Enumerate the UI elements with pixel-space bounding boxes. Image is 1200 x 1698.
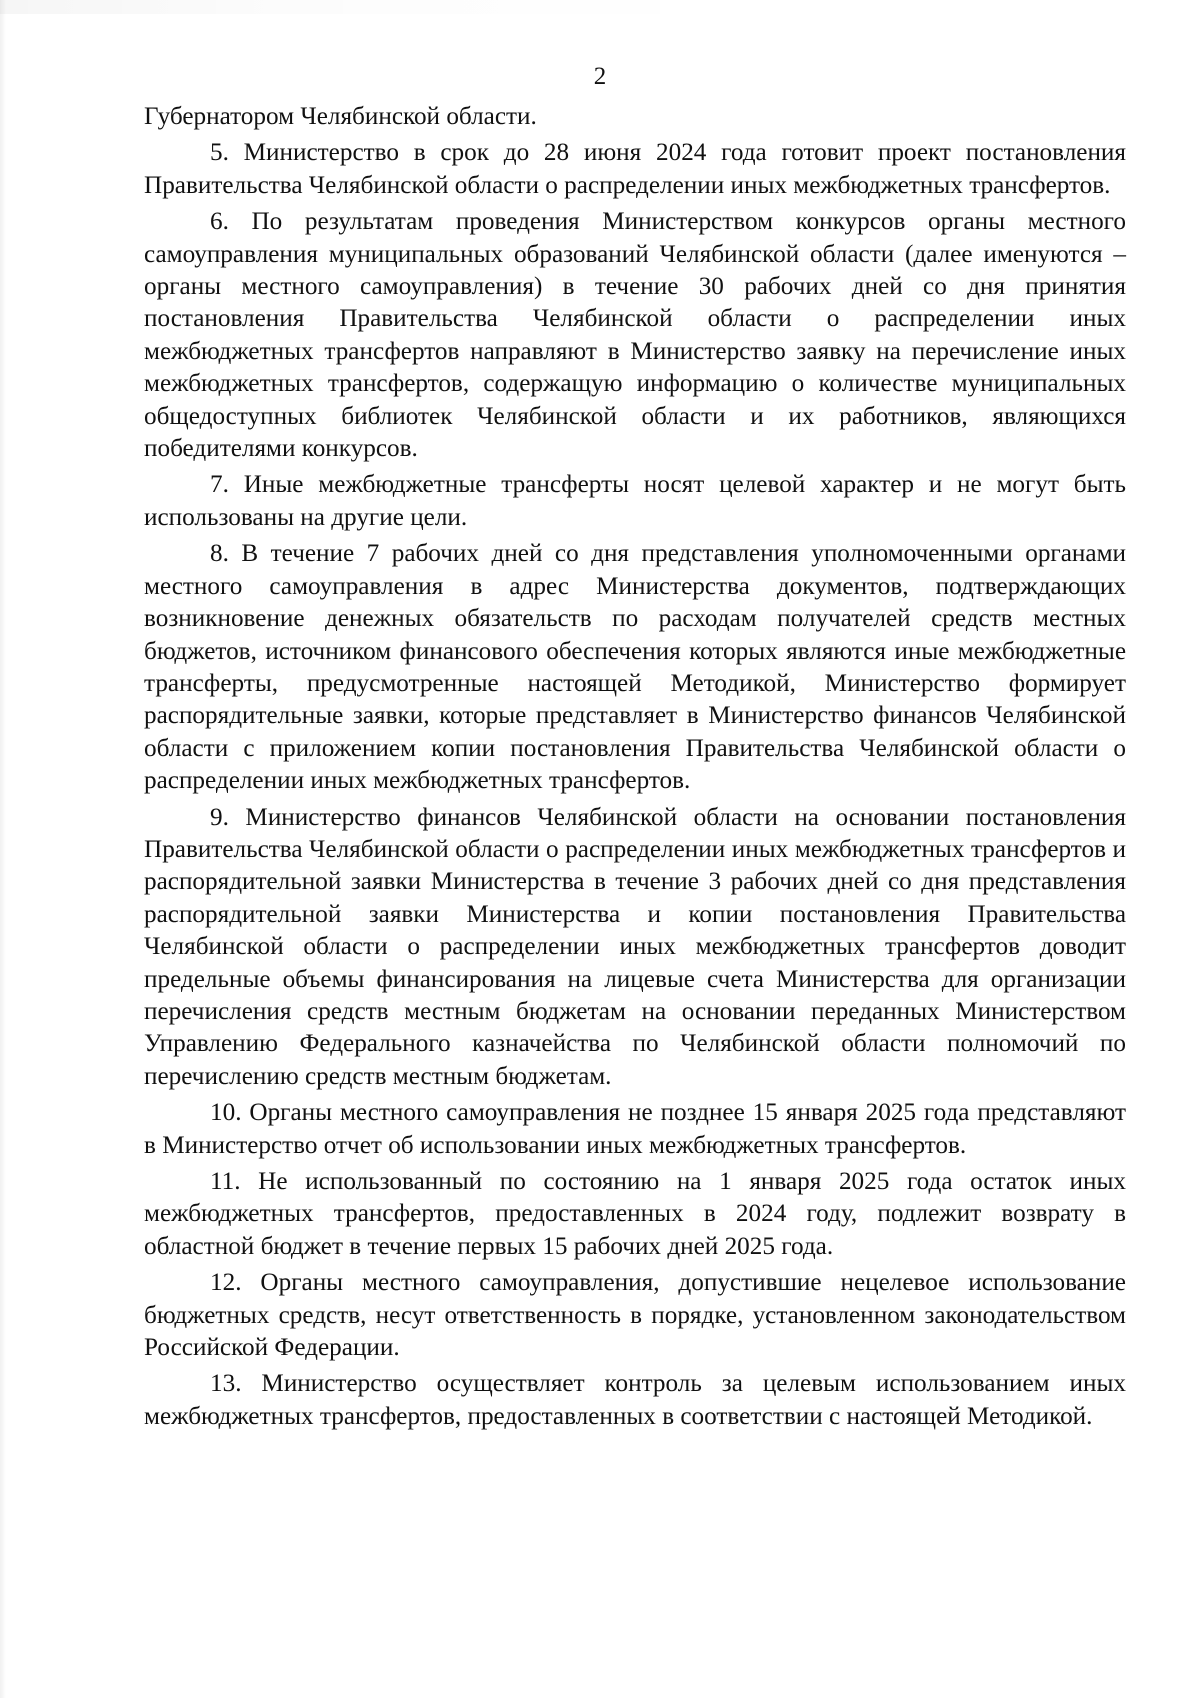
paragraph-5: 5. Министерство в срок до 28 июня 2024 года готовит проект постановления Правительства Челябинской области о распределении иных межбюджетных трансфертов. xyxy=(144,139,1126,199)
paragraph-continuation: Губернатором Челябинской области. xyxy=(144,103,537,130)
paragraph-13: 13. Министерство осуществляет контроль за целевым использованием иных межбюджетных трансфертов, предоставленных в соответствии с настоящей Методикой. xyxy=(144,1370,1126,1430)
scan-artifact-top xyxy=(0,0,740,14)
paragraph-7: 7. Иные межбюджетные трансферты носят целевой характер и не могут быть использованы на другие цели. xyxy=(144,471,1126,531)
paragraph-8: 8. В течение 7 рабочих дней со дня представления уполномоченными органами местного самоуправления в адрес Министерства документов, подтверждающих возникновение денежных обязательств по расходам получателей средств местных бюджетов, источником финансового обеспечения которых являются иные межбюджетные трансферты, предусмотренные настоящей Методикой, Министерство формирует распорядительные заявки, которые представляет в Министерство финансов Челябинской области с приложением копии постановления Правительства Челябинской области о распределении иных межбюджетных трансфертов. xyxy=(144,540,1126,795)
document-body xyxy=(144,101,1126,1437)
scan-artifact-left xyxy=(0,0,6,1698)
paragraph-6: 6. По результатам проведения Министерством конкурсов органы местного самоуправления муниципальных образований Челябинской области (далее именуются – органы местного самоуправления) в течение 30 рабочих дней со дня принятия постановления Правительства Челябинской области о распределении иных межбюджетных трансфертов направляют в Министерство заявку на перечисление иных межбюджетных трансфертов, содержащую информацию о количестве муниципальных общедоступных библиотек Челябинской области и их работников, являющихся победителями конкурсов. xyxy=(144,208,1126,463)
page-number: 2 xyxy=(593,63,607,90)
paragraph-11: 11. Не использованный по состоянию на 1 января 2025 года остаток иных межбюджетных трансфертов, предоставленных в 2024 году, подлежит возврату в областной бюджет в течение первых 15 рабочих дней 2025 года. xyxy=(144,1168,1126,1260)
paragraph-10: 10. Органы местного самоуправления не позднее 15 января 2025 года представляют в Министерство отчет об использовании иных межбюджетных трансфертов. xyxy=(144,1099,1126,1159)
paragraph-9: 9. Министерство финансов Челябинской области на основании постановления Правительства Челябинской области о распределении иных межбюджетных трансфертов и распорядительной заявки Министерства в течение 3 рабочих дней со дня представления распорядительной заявки Министерства и копии постановления Правительства Челябинской области о распределении иных межбюджетных трансфертов доводит предельные объемы финансирования на лицевые счета Министерства для организации перечисления средств местным бюджетам на основании переданных Министерством Управлению Федерального казначейства по Челябинской области полномочий по перечислению средств местным бюджетам. xyxy=(144,803,1126,1090)
paragraph-12: 12. Органы местного самоуправления, допустившие нецелевое использование бюджетных средств, несут ответственность в порядке, установленном законодательством Российской Федерации. xyxy=(144,1269,1126,1362)
